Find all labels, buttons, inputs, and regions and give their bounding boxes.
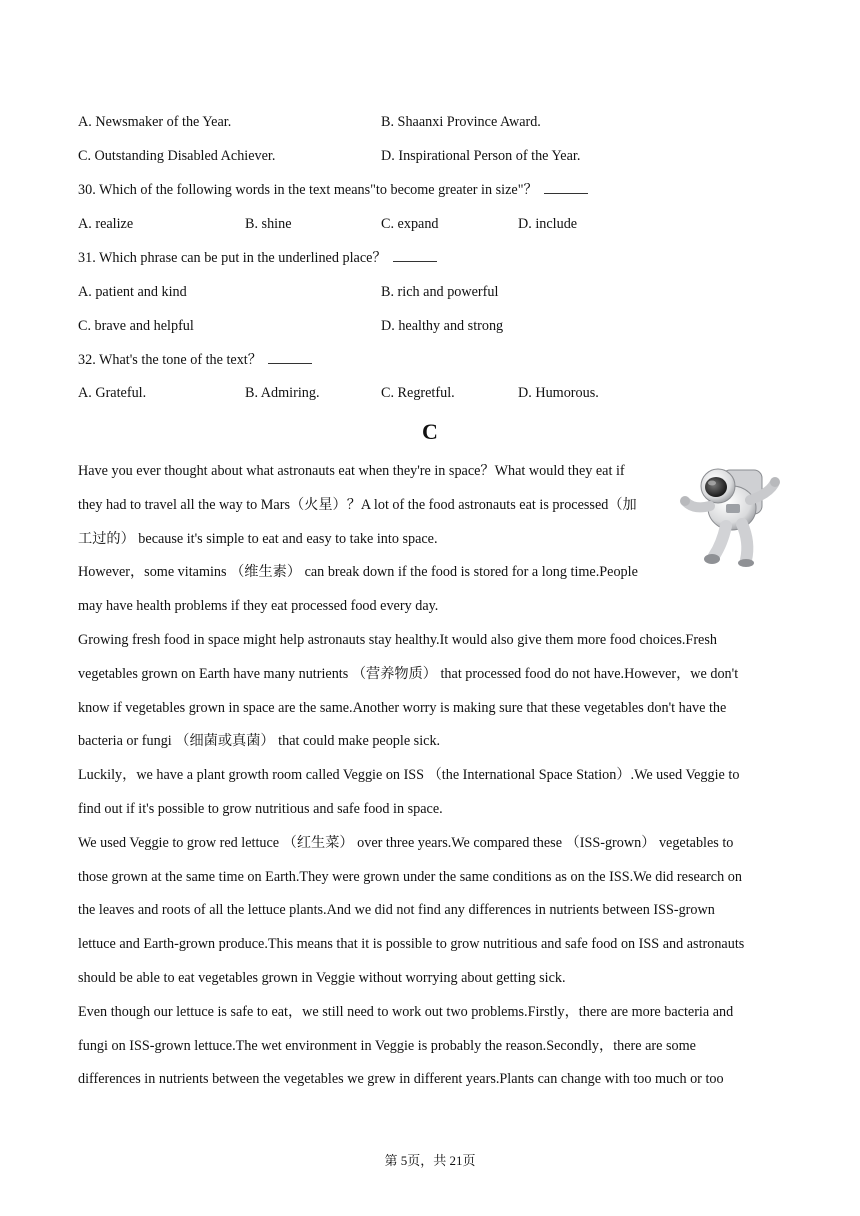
passage-c — [78, 462, 784, 1104]
passage-line: bacteria or fungi （细菌或真菌） that could make people sick. — [78, 733, 441, 750]
passage-line: know if vegetables grown in space are the same.Another worry is making sure that these vegetables don't have the — [78, 699, 727, 716]
q30-answer-blank — [544, 181, 588, 194]
passage-line: may have health problems if they eat processed food every day. — [78, 598, 439, 615]
passage-line: Luckily，we have a plant growth room called Veggie on ISS （the International Space Station）.We used Veggie to — [78, 767, 740, 784]
q31-answer-blank — [393, 249, 437, 262]
passage-line: However，some vitamins （维生素） can break down if the food is stored for a long time.People — [78, 564, 638, 581]
q31-stem: 31. Which phrase can be put in the underlined place？ — [78, 250, 387, 266]
passage-line: differences in nutrients between the vegetables we grew in different years.Plants can change with too much or too — [78, 1071, 724, 1088]
q31-option-b: B. rich and powerful — [381, 284, 499, 300]
passage-line: should be able to eat vegetables grown in Veggie without worrying about getting sick. — [78, 969, 566, 986]
passage-line: they had to travel all the way to Mars（火星）？A lot of the food astronauts eat is processed（加 — [78, 496, 637, 513]
q29-option-b: B. Shaanxi Province Award. — [381, 114, 541, 130]
q32-stem: 32. What's the tone of the text？ — [78, 352, 262, 368]
q32-stem-line — [78, 351, 312, 369]
passage-line: Even though our lettuce is safe to eat，we still need to work out two problems.Firstly，there are more bacteria and — [78, 1003, 734, 1020]
passage-line: vegetables grown on Earth have many nutrients （营养物质） that processed food do not have.However，we don't — [78, 665, 739, 682]
q31-option-a: A. patient and kind — [78, 284, 187, 300]
q32-option-b: B. Admiring. — [245, 385, 320, 401]
page-number: 第 5页，共 21页 — [384, 1153, 476, 1168]
q29-option-a: A. Newsmaker of the Year. — [78, 114, 232, 130]
passage-line: Growing fresh food in space might help astronauts stay healthy.It would also give them more food choices.Fresh — [78, 631, 717, 648]
q32-option-a: A. Grateful. — [78, 385, 147, 401]
passage-line: those grown at the same time on Earth.They were grown under the same conditions as on the ISS.We did research on — [78, 868, 742, 885]
q32-option-c: C. Regretful. — [381, 385, 455, 401]
passage-line: the leaves and roots of all the lettuce plants.And we did not find any differences in nutrients between ISS-grown — [78, 902, 715, 919]
q32-answer-blank — [268, 351, 312, 364]
passage-line: find out if it's possible to grow nutritious and safe food in space. — [78, 800, 443, 817]
passage-line: We used Veggie to grow red lettuce （红生菜） over three years.We compared these （ISS-grown） vegetables to — [78, 834, 734, 851]
passage-line: 工过的） because it's simple to eat and easy to take into space. — [78, 530, 438, 547]
section-title: C — [422, 419, 438, 444]
q30-option-a: A. realize — [78, 216, 134, 232]
q30-option-d: D. include — [518, 216, 578, 232]
passage-line: Have you ever thought about what astronauts eat when they're in space？What would they eat if — [78, 463, 625, 479]
q31-stem-line — [78, 249, 437, 267]
passage-line: fungi on ISS-grown lettuce.The wet environment in Veggie is probably the reason.Secondly，there are some — [78, 1037, 696, 1054]
q30-option-b: B. shine — [245, 216, 292, 232]
q30-option-c: C. expand — [381, 216, 439, 232]
q30-stem: 30. Which of the following words in the text means"to become greater in size"？ — [78, 182, 538, 198]
q31-option-d: D. healthy and strong — [381, 318, 504, 334]
passage-line: lettuce and Earth-grown produce.This means that it is possible to grow nutritious and safe food on ISS and astronauts — [78, 936, 745, 953]
q32-option-d: D. Humorous. — [518, 385, 599, 401]
q31-option-c: C. brave and helpful — [78, 318, 194, 334]
q29-option-d: D. Inspirational Person of the Year. — [381, 148, 581, 164]
q29-option-c: C. Outstanding Disabled Achiever. — [78, 148, 276, 164]
q30-stem-line — [78, 181, 588, 199]
